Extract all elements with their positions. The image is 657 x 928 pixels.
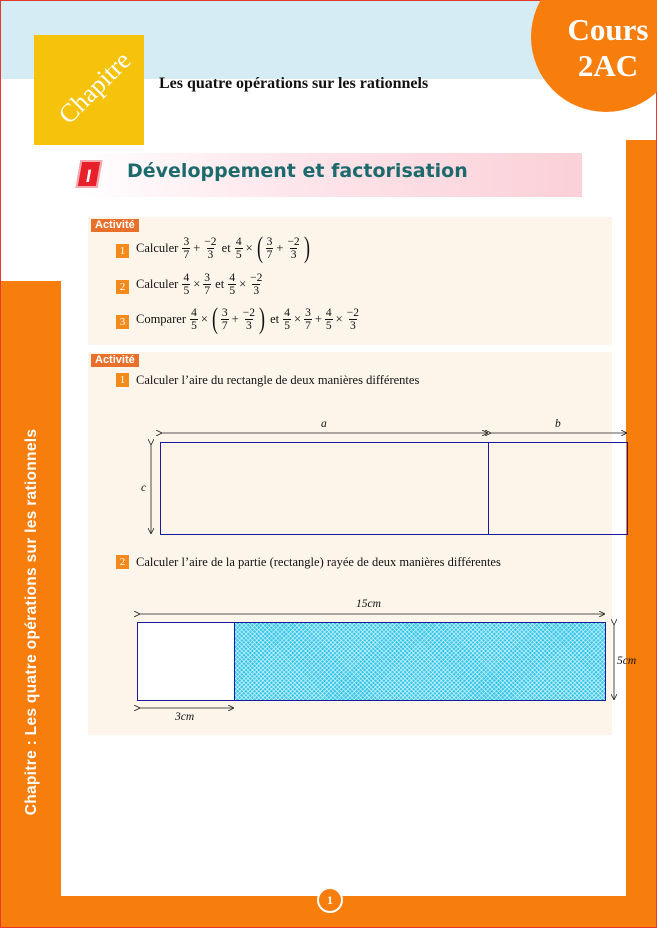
item-number: 1 <box>116 373 129 387</box>
exercise-expression-1: Calculer $\frac{3}{7}$ + $\frac{-2}{3}$ et $\frac{4}{5}$ × ( $\frac{3}{7}$ + $\frac{-2}{3}$ ) <box>136 231 310 264</box>
label-b: b <box>555 418 561 430</box>
rectangle-divider <box>488 442 489 535</box>
exercise-text: Calculer l’aire de la partie (rectangle) rayée de deux manières différentes <box>136 555 501 569</box>
label-a: a <box>321 418 327 430</box>
level-label: 2AC <box>577 48 639 83</box>
hatched-rectangle <box>234 622 606 701</box>
activity-tag: Activité <box>91 354 139 367</box>
exercise-verb: Calculer <box>136 240 179 255</box>
activity-tag: Activité <box>91 219 139 232</box>
conjunction: et <box>221 240 231 255</box>
fraction: $\frac{4}{5}$ <box>235 235 242 261</box>
item-number: 3 <box>116 315 129 329</box>
fraction: $\frac{4}{5}$ <box>183 272 190 297</box>
chapitre-label: Chapitre <box>52 45 137 130</box>
exercise-text: Calculer l’aire du rectangle de deux manières différentes <box>136 373 420 387</box>
fraction: $\frac{-2}{3}$ <box>287 235 300 261</box>
unshaded-rectangle <box>137 622 235 701</box>
fraction: $\frac{3}{7}$ <box>204 272 211 297</box>
conjunction: et <box>270 311 280 326</box>
rectangle-abc <box>160 442 628 535</box>
fraction: $\frac{4}{5}$ <box>229 272 236 297</box>
label-3cm: 3cm <box>175 711 195 723</box>
item-number: 2 <box>116 555 129 569</box>
exercise-verb: Calculer <box>136 277 179 291</box>
fraction: $\frac{4}{5}$ <box>284 306 291 332</box>
fraction: $\frac{-2}{3}$ <box>242 306 255 332</box>
fraction: $\frac{-2}{3}$ <box>204 235 217 261</box>
section-title: Développement et factorisation <box>127 160 468 182</box>
page-number: 1 <box>317 887 343 913</box>
chapter-title: Les quatre opérations sur les rationnels <box>159 75 429 92</box>
section-number: I <box>76 160 103 188</box>
label-15cm: 15cm <box>356 598 381 610</box>
fraction: $\frac{-2}{3}$ <box>346 306 359 332</box>
item-number: 1 <box>116 244 129 258</box>
sidebar-chapter-title: Chapitre : Les quatre opérations sur les rationnels <box>23 428 40 816</box>
conjunction: et <box>215 277 225 291</box>
label-c: c <box>141 482 147 494</box>
cours-label: Cours <box>567 12 649 47</box>
exercise-verb: Comparer <box>136 311 186 326</box>
label-5cm: 5cm <box>617 655 637 667</box>
fraction: $\frac{3}{7}$ <box>183 235 190 261</box>
fraction: $\frac{4}{5}$ <box>191 306 197 332</box>
item-number: 2 <box>116 280 129 294</box>
fraction: $\frac{3}{7}$ <box>266 235 273 261</box>
exercise-expression-2: Calculer $\frac{4}{5}$ × $\frac{3}{7}$ et $\frac{4}{5}$ × $\frac{-2}{3}$ <box>136 272 263 297</box>
fraction: $\frac{4}{5}$ <box>325 306 332 332</box>
fraction: $\frac{3}{7}$ <box>305 306 311 332</box>
fraction: $\frac{3}{7}$ <box>221 306 228 332</box>
fraction: $\frac{-2}{3}$ <box>250 272 263 297</box>
exercise-expression-3: Comparer $\frac{4}{5}$ × ( $\frac{3}{7}$ + $\frac{-2}{3}$ ) et $\frac{4}{5}$ × $\frac{3}{7}$ + $\frac{4}{5}$ × $\frac{-2}{3}$ <box>136 302 359 335</box>
